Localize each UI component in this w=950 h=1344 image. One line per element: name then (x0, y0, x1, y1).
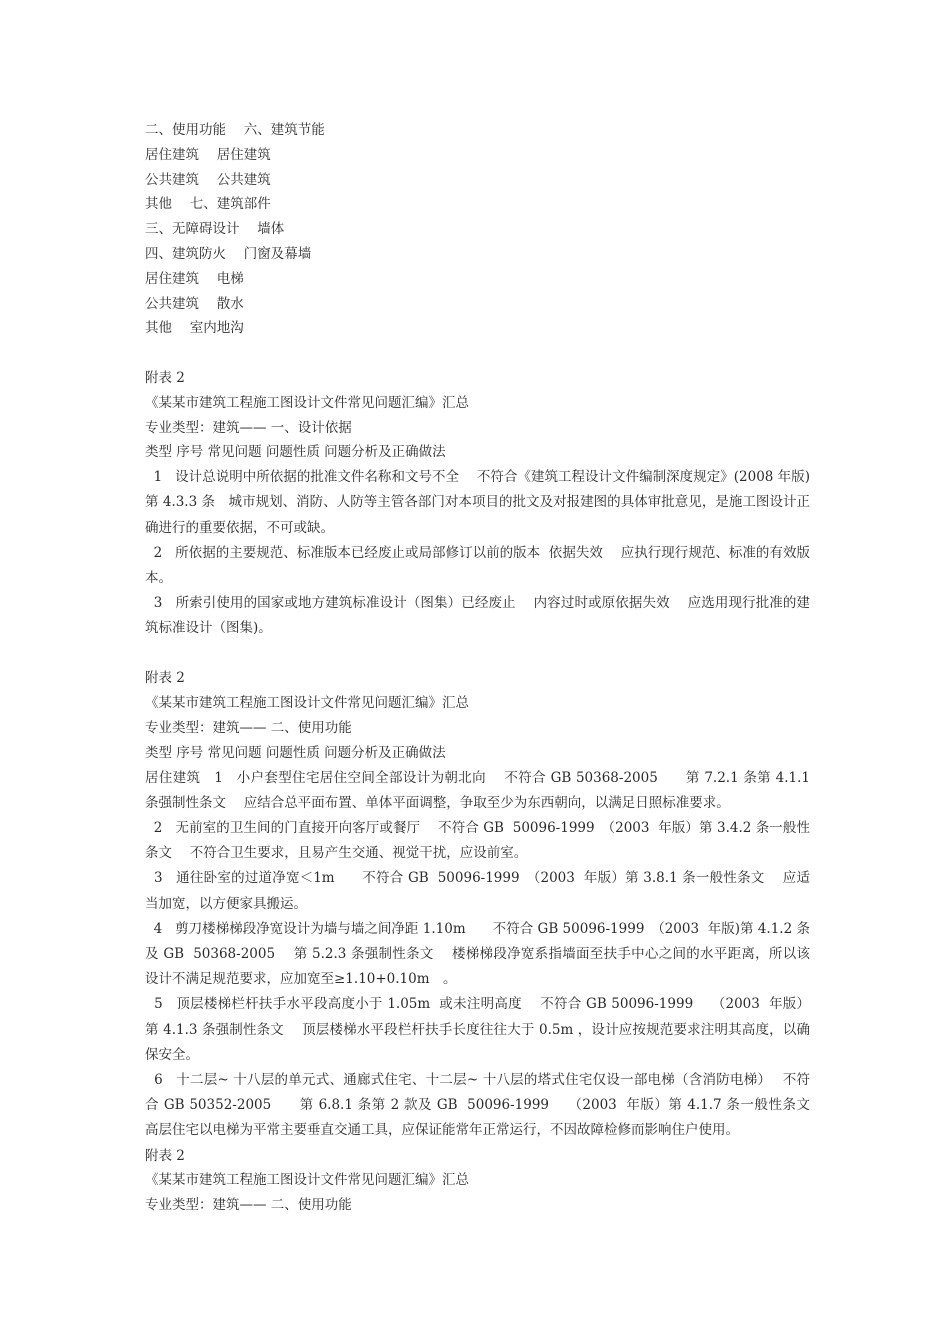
problem-item: 2 无前室的卫生间的门直接开向客厅或餐厅 不符合 GB 50096-1999 （2003 年版）第 3.4.2 条一般性条文 不符合卫生要求，且易产生交通、视觉干扰，应设前室。 (145, 819, 810, 862)
toc-line: 居住建筑 电梯 (145, 270, 244, 287)
section-use-function-continued (145, 1144, 810, 1218)
toc-line: 居住建筑 居住建筑 (145, 146, 271, 163)
section-category: 专业类型：建筑—— 二、使用功能 (145, 1197, 352, 1214)
section-category: 专业类型：建筑—— 一、设计依据 (145, 419, 352, 436)
appendix-label: 附表 2 (145, 670, 185, 687)
problem-item: 3 通往卧室的过道净宽＜1m 不符合 GB 50096-1999 （2003 年版）第 3.8.1 条一般性条文 应适当加宽，以方便家具搬运。 (145, 870, 810, 912)
appendix-label: 附表 2 (145, 1147, 185, 1164)
section-design-basis (145, 366, 815, 642)
problem-item: 2 所依据的主要规范、标准版本已经废止或局部修订以前的版本 依据失效 应执行现行规范、标准的有效版本。 (145, 544, 810, 586)
section-category: 专业类型：建筑—— 二、使用功能 (145, 719, 352, 736)
section-use-function (145, 666, 828, 1143)
appendix-label: 附表 2 (145, 369, 185, 386)
toc-line: 三、无障碍设计 墙体 (145, 221, 285, 238)
problem-item: 3 所索引使用的国家或地方建筑标准设计（图集）已经废止 内容过时或原依据失效 应选用现行批准的建筑标准设计（图集)。 (145, 595, 810, 637)
problem-item: 1 设计总说明中所依据的批准文件名称和文号不全 不符合《建筑工程设计文件编制深度规定》(2008 年版) 第 4.3.3 条 城市规划、消防、人防等主管各部门对本项目的批文及对报建图的具体审批意见，是施工图设计正确进行的重要依据，不可或缺。 (145, 469, 815, 536)
toc-line: 四、建筑防火 门窗及幕墙 (145, 245, 312, 262)
toc-line: 二、使用功能 六、建筑节能 (145, 122, 325, 138)
section-title: 《某某市建筑工程施工图设计文件常见问题汇编》汇总 (145, 394, 469, 411)
problem-item: 4 剪刀楼梯梯段净宽设计为墙与墙之间净距 1.10m 不符合 GB 50096-1999 （2003 年版)第 4.1.2 条及 GB 50368-2005 第 5.2.3 条强制性条文 楼梯梯段净宽系指墙面至扶手中心之间的水平距离，所以该设计不满足规范要求，应加宽至≥1.10+0.10m 。 (145, 920, 810, 988)
toc-block (145, 118, 810, 341)
problem-item: 居住建筑 1 小户套型住宅居住空间全部设计为朝北向 不符合 GB 50368-2005 第 7.2.1 条第 4.1.1 条强制性条文 应结合总平面布置、单体平面调整，争取至少为东西朝向，以满足日照标准要求。 (145, 769, 815, 811)
toc-line: 公共建筑 公共建筑 (145, 171, 271, 188)
column-headers: 类型 序号 常见问题 问题性质 问题分析及正确做法 (145, 444, 446, 461)
problem-item: 6 十二层~ 十八层的单元式、通廊式住宅、十二层~ 十八层的塔式住宅仅设一部电梯（含消防电梯） 不符合 GB 50352-2005 第 6.8.1 条第 2 款及 GB 50096-1999 （2003 年版）第 4.1.7 条一般性条文 高层住宅以电梯为平常主要垂直交通工具，应保证能常年正常运行，不因故障检修而影响住户使用。 (145, 1072, 828, 1139)
column-headers: 类型 序号 常见问题 问题性质 问题分析及正确做法 (145, 744, 446, 761)
section-title: 《某某市建筑工程施工图设计文件常见问题汇编》汇总 (145, 1172, 469, 1189)
toc-line: 其他 七、建筑部件 (145, 196, 271, 213)
document-page (145, 118, 828, 1218)
section-title: 《某某市建筑工程施工图设计文件常见问题汇编》汇总 (145, 695, 469, 712)
problem-item: 5 顶层楼梯栏杆扶手水平段高度小于 1.05m 或未注明高度 不符合 GB 50096-1999 （2003 年版）第 4.1.3 条强制性条文 顶层楼梯水平段栏杆扶手长度往往大于 0.5m ，设计应按规范要求注明其高度，以确保安全。 (145, 996, 810, 1063)
toc-line: 公共建筑 散水 (145, 295, 244, 312)
toc-line: 其他 室内地沟 (145, 320, 244, 337)
